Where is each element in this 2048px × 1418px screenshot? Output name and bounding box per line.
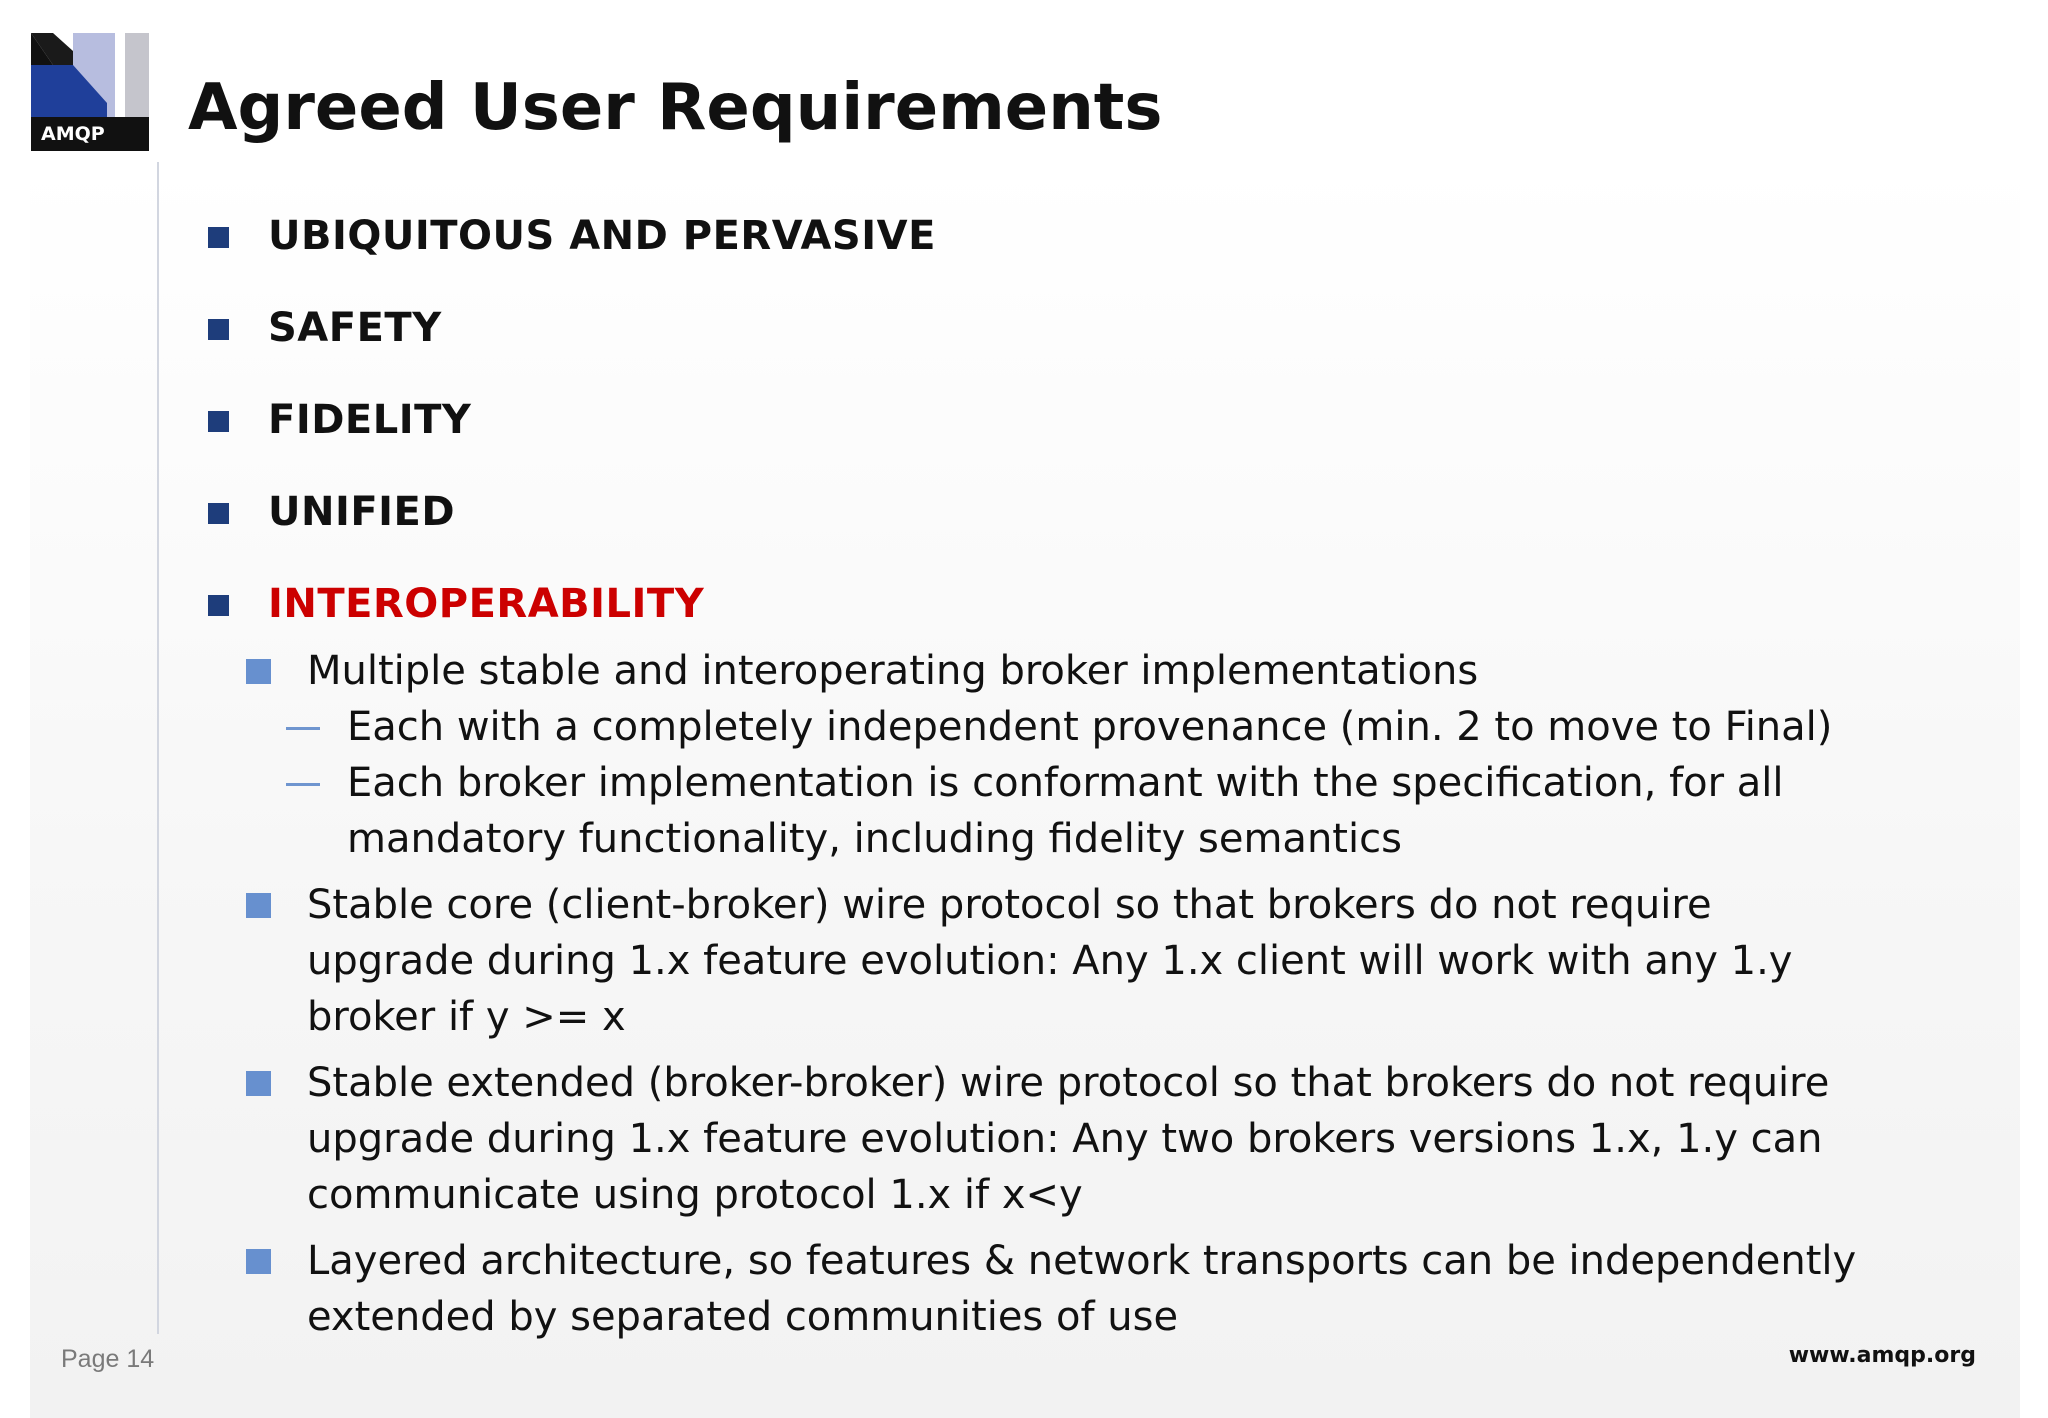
interop-point-1-sub-2-line-1: Each broker implementation is conformant with the specification, for all [347, 760, 1784, 806]
interop-point-2-line-3: broker if y >= x [307, 994, 626, 1040]
interop-point-1-sub-1: Each with a completely independent provenance (min. 2 to move to Final) [347, 704, 1833, 750]
interop-point-3-line-2: upgrade during 1.x feature evolution: Any two brokers versions 1.x, 1.y can [307, 1116, 1823, 1162]
interop-point-2-line-1: Stable core (client-broker) wire protocol so that brokers do not require [307, 882, 1712, 928]
page-number: Page 14 [61, 1345, 155, 1373]
page-title: Agreed User Requirements [188, 71, 1163, 145]
interop-point-2-line-2: upgrade during 1.x feature evolution: Any 1.x client will work with any 1.y [307, 938, 1793, 984]
sub-bullet-square-icon [246, 1071, 271, 1096]
requirement-unified: UNIFIED [268, 489, 456, 535]
bullet-square-icon [208, 411, 229, 432]
dash-bullet-icon [286, 727, 320, 730]
interop-point-3-line-1: Stable extended (broker-broker) wire protocol so that brokers do not require [307, 1060, 1830, 1106]
requirement-safety: SAFETY [268, 305, 442, 351]
bullet-square-icon [208, 319, 229, 340]
logo-text: AMQP [41, 123, 105, 145]
sub-bullet-square-icon [246, 1249, 271, 1274]
requirement-fidelity: FIDELITY [268, 397, 472, 443]
requirement-ubiquitous: UBIQUITOUS AND PERVASIVE [268, 213, 936, 259]
bullet-square-icon [208, 503, 229, 524]
sub-bullet-square-icon [246, 893, 271, 918]
bullet-square-icon [208, 595, 229, 616]
left-divider [157, 162, 159, 1334]
sub-bullet-square-icon [246, 659, 271, 684]
bullet-square-icon [208, 227, 229, 248]
amqp-logo-icon [31, 33, 149, 151]
requirement-interoperability: INTEROPERABILITY [268, 581, 705, 627]
interop-point-1: Multiple stable and interoperating broker implementations [307, 648, 1479, 694]
footer-url: www.amqp.org [1788, 1343, 1976, 1368]
interop-point-4-line-2: extended by separated communities of use [307, 1294, 1179, 1340]
interop-point-3-line-3: communicate using protocol 1.x if x<y [307, 1172, 1083, 1218]
interop-point-1-sub-2-line-2: mandatory functionality, including fidelity semantics [347, 816, 1402, 862]
dash-bullet-icon [286, 783, 320, 786]
interop-point-4-line-1: Layered architecture, so features & network transports can be independently [307, 1238, 1857, 1284]
